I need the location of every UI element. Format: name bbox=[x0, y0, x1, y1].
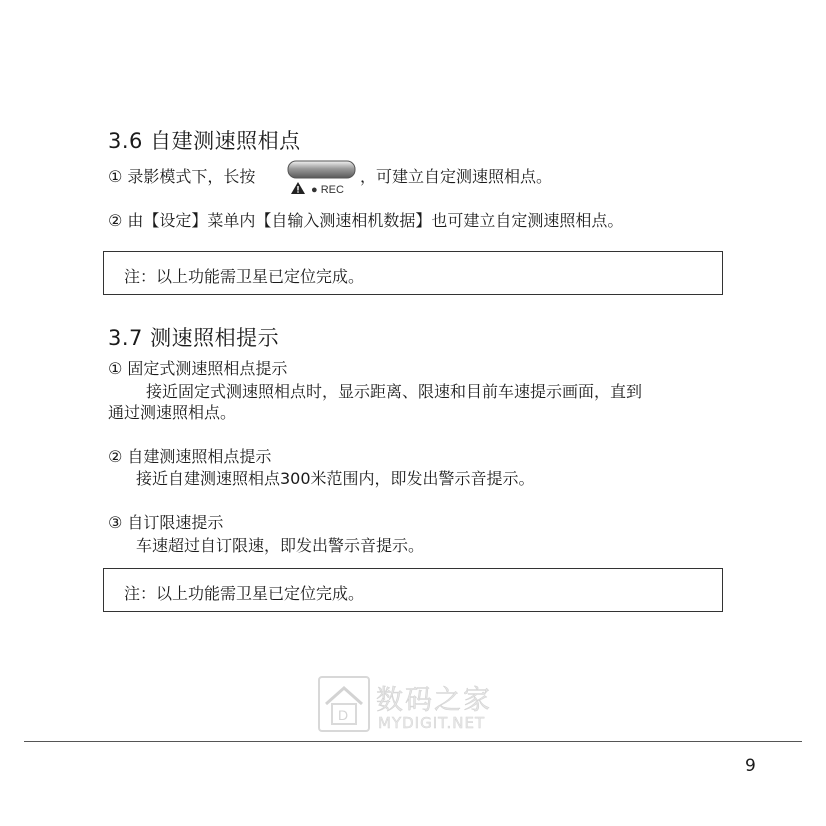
section-3-6-heading: 3.6 自建测速照相点 bbox=[108, 129, 301, 153]
svg-text:D: D bbox=[338, 707, 349, 723]
item-2-title: ② 自建测速照相点提示 bbox=[108, 447, 272, 466]
watermark-english: MYDIGIT.NET bbox=[378, 714, 486, 732]
page-number: 9 bbox=[745, 756, 756, 776]
item-3-body: 车速超过自订限速，即发出警示音提示。 bbox=[136, 536, 425, 555]
footer-divider bbox=[24, 741, 802, 742]
item-2-body: 接近自建测速照相点300米范围内，即发出警示音提示。 bbox=[136, 469, 535, 488]
rec-label: ● REC bbox=[311, 184, 344, 196]
item-1-body-line-1: 接近固定式测速照相点时，显示距离、限速和目前车速提示画面，直到 bbox=[146, 382, 643, 401]
watermark-house-logo-icon bbox=[318, 676, 370, 732]
note-box-3-7 bbox=[103, 568, 723, 612]
watermark bbox=[318, 674, 513, 736]
step-1-text-after: ，可建立自定测速照相点。 bbox=[360, 167, 553, 186]
note-box-3-6 bbox=[103, 251, 723, 295]
rec-button-icon bbox=[287, 160, 357, 198]
step-2-text: ② 由【设定】菜单内【自输入测速相机数据】也可建立自定测速照相点。 bbox=[108, 211, 624, 230]
item-1-body-line-2: 通过测速照相点。 bbox=[108, 403, 237, 422]
note-text: 注：以上功能需卫星已定位完成。 bbox=[124, 584, 365, 603]
warning-triangle-icon bbox=[291, 182, 305, 194]
item-3-title: ③ 自订限速提示 bbox=[108, 513, 224, 532]
item-1-title: ① 固定式测速照相点提示 bbox=[108, 359, 288, 378]
step-1-text-before: ① 录影模式下，长按 bbox=[108, 167, 256, 186]
section-3-7-heading: 3.7 测速照相提示 bbox=[108, 326, 280, 350]
watermark-chinese: 数码之家 bbox=[376, 685, 492, 716]
note-text: 注：以上功能需卫星已定位完成。 bbox=[124, 267, 365, 286]
